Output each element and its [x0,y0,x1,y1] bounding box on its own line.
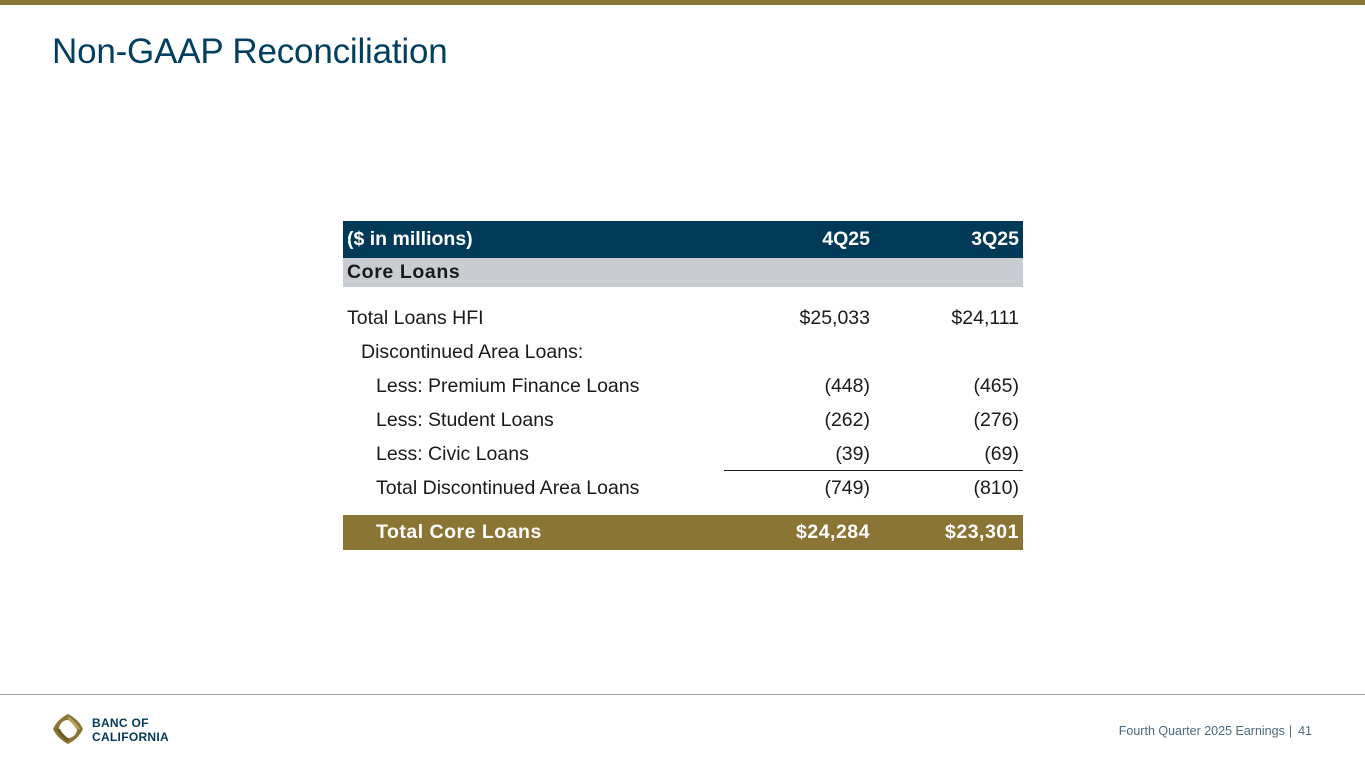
table-row [343,335,1023,369]
table-row [343,369,1023,403]
total-label: Total Core Loans [376,521,542,543]
row-label: Less: Civic Loans [376,443,529,465]
section-label: Core Loans [347,261,461,283]
reconciliation-table [343,221,1023,550]
table-row [343,437,1023,471]
row-label: Less: Premium Finance Loans [376,375,640,397]
header-col-4q25: 4Q25 [822,228,870,250]
row-value-3q25: (69) [984,443,1019,465]
table-row [343,471,1023,505]
footer-divider [0,694,1365,695]
page-title: Non-GAAP Reconciliation [52,32,448,71]
row-value-4q25: (749) [824,477,870,499]
row-value-4q25: (262) [824,409,870,431]
section-row-core-loans [343,258,1023,287]
row-value-3q25: (465) [973,375,1019,397]
total-value-3q25: $23,301 [945,521,1019,543]
footer-separator: | [1288,724,1293,738]
header-label: ($ in millions) [347,228,473,250]
row-label: Total Loans HFI [347,307,484,329]
row-value-4q25: $25,033 [799,307,870,329]
spacer [343,287,1023,301]
logo-line-1: BANC OF [92,716,149,730]
footer [1119,724,1312,738]
row-value-4q25: (448) [824,375,870,397]
logo-line-2: CALIFORNIA [92,730,169,744]
top-accent-bar [0,0,1365,5]
table-row [343,301,1023,335]
page-number: 41 [1298,724,1312,738]
row-value-3q25: $24,111 [951,307,1019,329]
footer-text: Fourth Quarter 2025 Earnings [1118,724,1285,738]
total-row [343,515,1023,550]
header-col-3q25: 3Q25 [971,228,1019,250]
banc-of-california-logo [52,713,187,747]
row-label: Discontinued Area Loans: [361,341,584,363]
logo-wordmark [92,716,169,744]
row-value-4q25: (39) [835,443,870,465]
total-value-4q25: $24,284 [796,521,870,543]
row-value-3q25: (276) [973,409,1019,431]
table-row [343,403,1023,437]
spacer [343,505,1023,515]
row-value-3q25: (810) [973,477,1019,499]
logo-mark-icon [52,713,84,745]
row-label: Less: Student Loans [376,409,554,431]
row-label: Total Discontinued Area Loans [376,477,640,499]
table-header-row [343,221,1023,258]
